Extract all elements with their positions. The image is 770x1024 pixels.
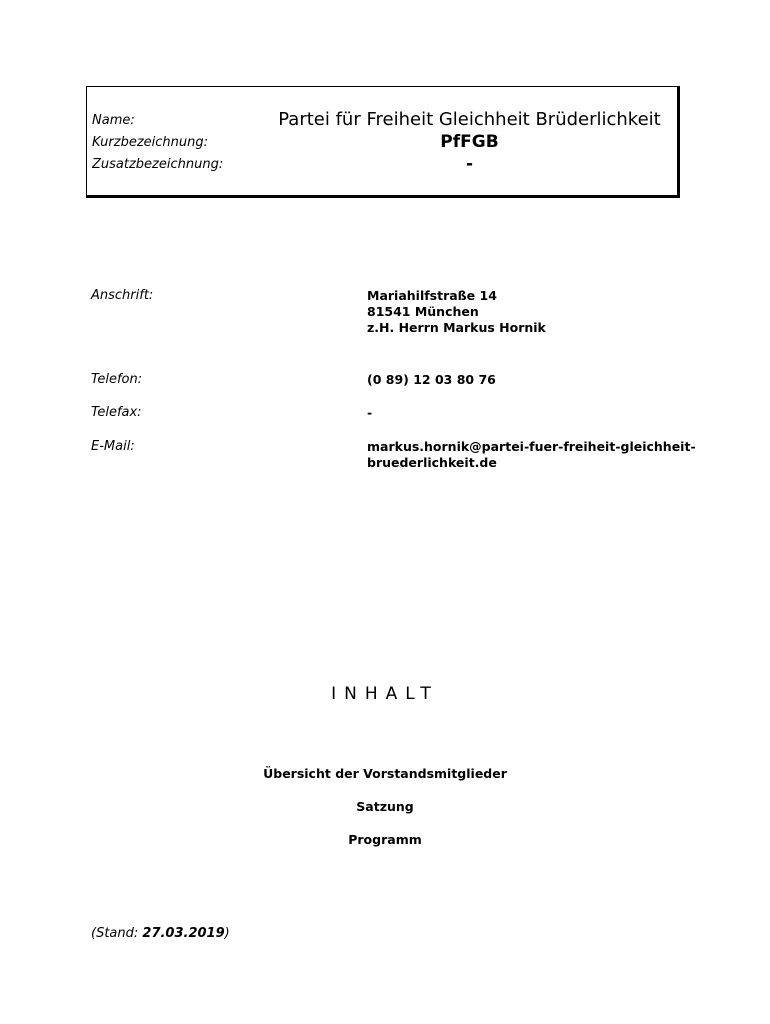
extra-name-label: Zusatzbezeichnung: [92,157,224,172]
header-values [267,109,672,175]
contents-item-statute: Satzung [356,799,414,814]
phone-label: Telefon: [91,372,143,387]
header-labels [92,110,223,176]
short-name-label: Kurzbezeichnung: [92,135,209,150]
address-attention: z.H. Herrn Markus Hornik [367,320,546,335]
contents-item-board-overview: Übersicht der Vorstandsmitglieder [263,766,507,781]
party-name: Partei für Freiheit Gleichheit Brüderlichkeit [278,109,661,130]
stand-date-line [91,926,230,941]
phone-value: (0 89) 12 03 80 76 [367,372,496,387]
email-line-1[interactable]: markus.hornik@partei-fuer-freiheit-gleichheit- [367,439,696,454]
party-short-name: PfFGB [440,132,499,152]
contents-item-program: Programm [348,832,422,847]
party-extra-name: - [465,154,474,174]
name-label: Name: [92,113,135,128]
email-line-2[interactable]: bruederlichkeit.de [367,455,497,470]
stand-suffix: ) [224,926,230,941]
address-city: 81541 München [367,304,479,319]
email-label: E-Mail: [91,439,135,454]
address-label: Anschrift: [91,288,154,303]
party-header-box [86,86,680,198]
fax-label: Telefax: [91,405,142,420]
contents-list [0,757,770,856]
address-value [367,288,546,336]
stand-prefix: (Stand: [91,926,139,941]
contents-title: INHALT [331,684,439,704]
stand-date: 27.03.2019 [142,926,225,941]
address-street: Mariahilfstraße 14 [367,288,497,303]
fax-value: - [367,405,373,420]
email-value[interactable] [367,439,696,471]
